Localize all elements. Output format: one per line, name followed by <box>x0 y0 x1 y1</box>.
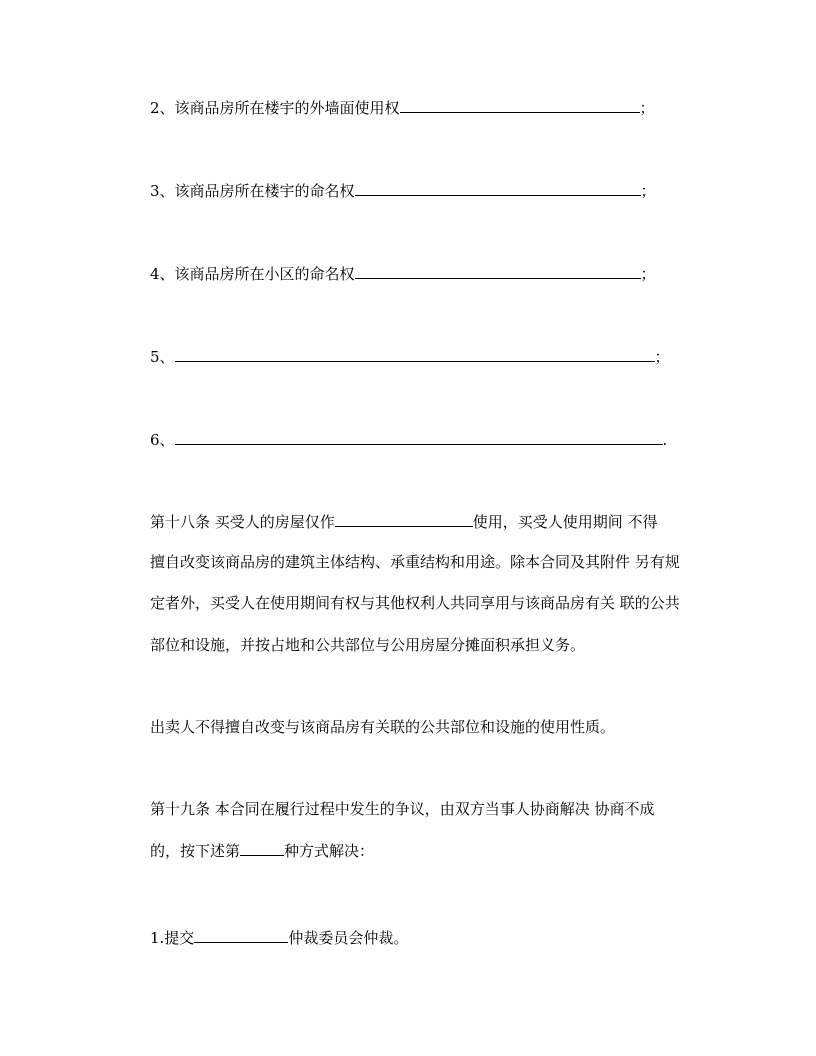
item-6 <box>150 429 667 451</box>
art19-line1: 第十九条 本合同在履行过程中发生的争议，由双方当事人协商解决 协商不成 <box>150 800 655 818</box>
item-4-label: 4、该商品房所在小区的命名权 <box>150 265 355 283</box>
option1-arbitration-blank[interactable] <box>194 928 288 943</box>
item-5 <box>150 346 670 368</box>
art19-l2-suffix: 种方式解决： <box>284 842 375 860</box>
art18-line3: 定者外，买受人在使用期间有权与其他权利人共同享用与该商品房有关 联的公共 <box>150 594 680 612</box>
art18-line1 <box>150 511 658 533</box>
option1-prefix: 1.提交 <box>150 929 195 947</box>
item-3-blank[interactable] <box>355 181 641 196</box>
item-5-label: 5、 <box>150 348 175 366</box>
art19-method-blank[interactable] <box>240 841 284 856</box>
art18-line4: 部位和设施，并按占地和公共部位与公用房屋分摊面积承担义务。 <box>150 636 586 654</box>
option-1 <box>150 927 408 949</box>
item-4-blank[interactable] <box>355 264 641 279</box>
item-5-blank[interactable] <box>175 347 655 362</box>
art18-l1-rest: 使用，买受人使用期间 不得 <box>472 513 658 531</box>
item-6-blank[interactable] <box>175 430 663 445</box>
item-2-blank[interactable] <box>400 98 640 113</box>
item-3-label: 3、该商品房所在楼宇的命名权 <box>150 182 355 200</box>
art18-prefix: 第十八条 买受人的房屋仅作 <box>150 513 335 531</box>
item-2 <box>150 97 655 119</box>
item-2-end: ； <box>639 99 655 117</box>
art18-line2: 擅自改变该商品房的建筑主体结构、承重结构和用途。除本合同及其附件 另有规 <box>150 553 680 571</box>
item-3-end: ； <box>640 182 656 200</box>
item-5-end: ； <box>654 348 670 366</box>
art19-line2 <box>150 840 374 862</box>
item-4-end: ； <box>640 265 656 283</box>
item-2-label: 2、该商品房所在楼宇的外墙面使用权 <box>150 99 400 117</box>
seller-paragraph: 出卖人不得擅自改变与该商品房有关联的公共部位和设施的使用性质。 <box>150 718 616 736</box>
art18-usage-blank[interactable] <box>335 512 473 527</box>
item-3 <box>150 180 656 202</box>
item-6-label: 6、 <box>150 431 175 449</box>
item-4 <box>150 263 656 285</box>
option1-suffix: 仲裁委员会仲裁。 <box>288 929 409 947</box>
art19-l2-prefix: 的，按下述第 <box>150 842 241 860</box>
item-6-end: . <box>662 431 668 449</box>
